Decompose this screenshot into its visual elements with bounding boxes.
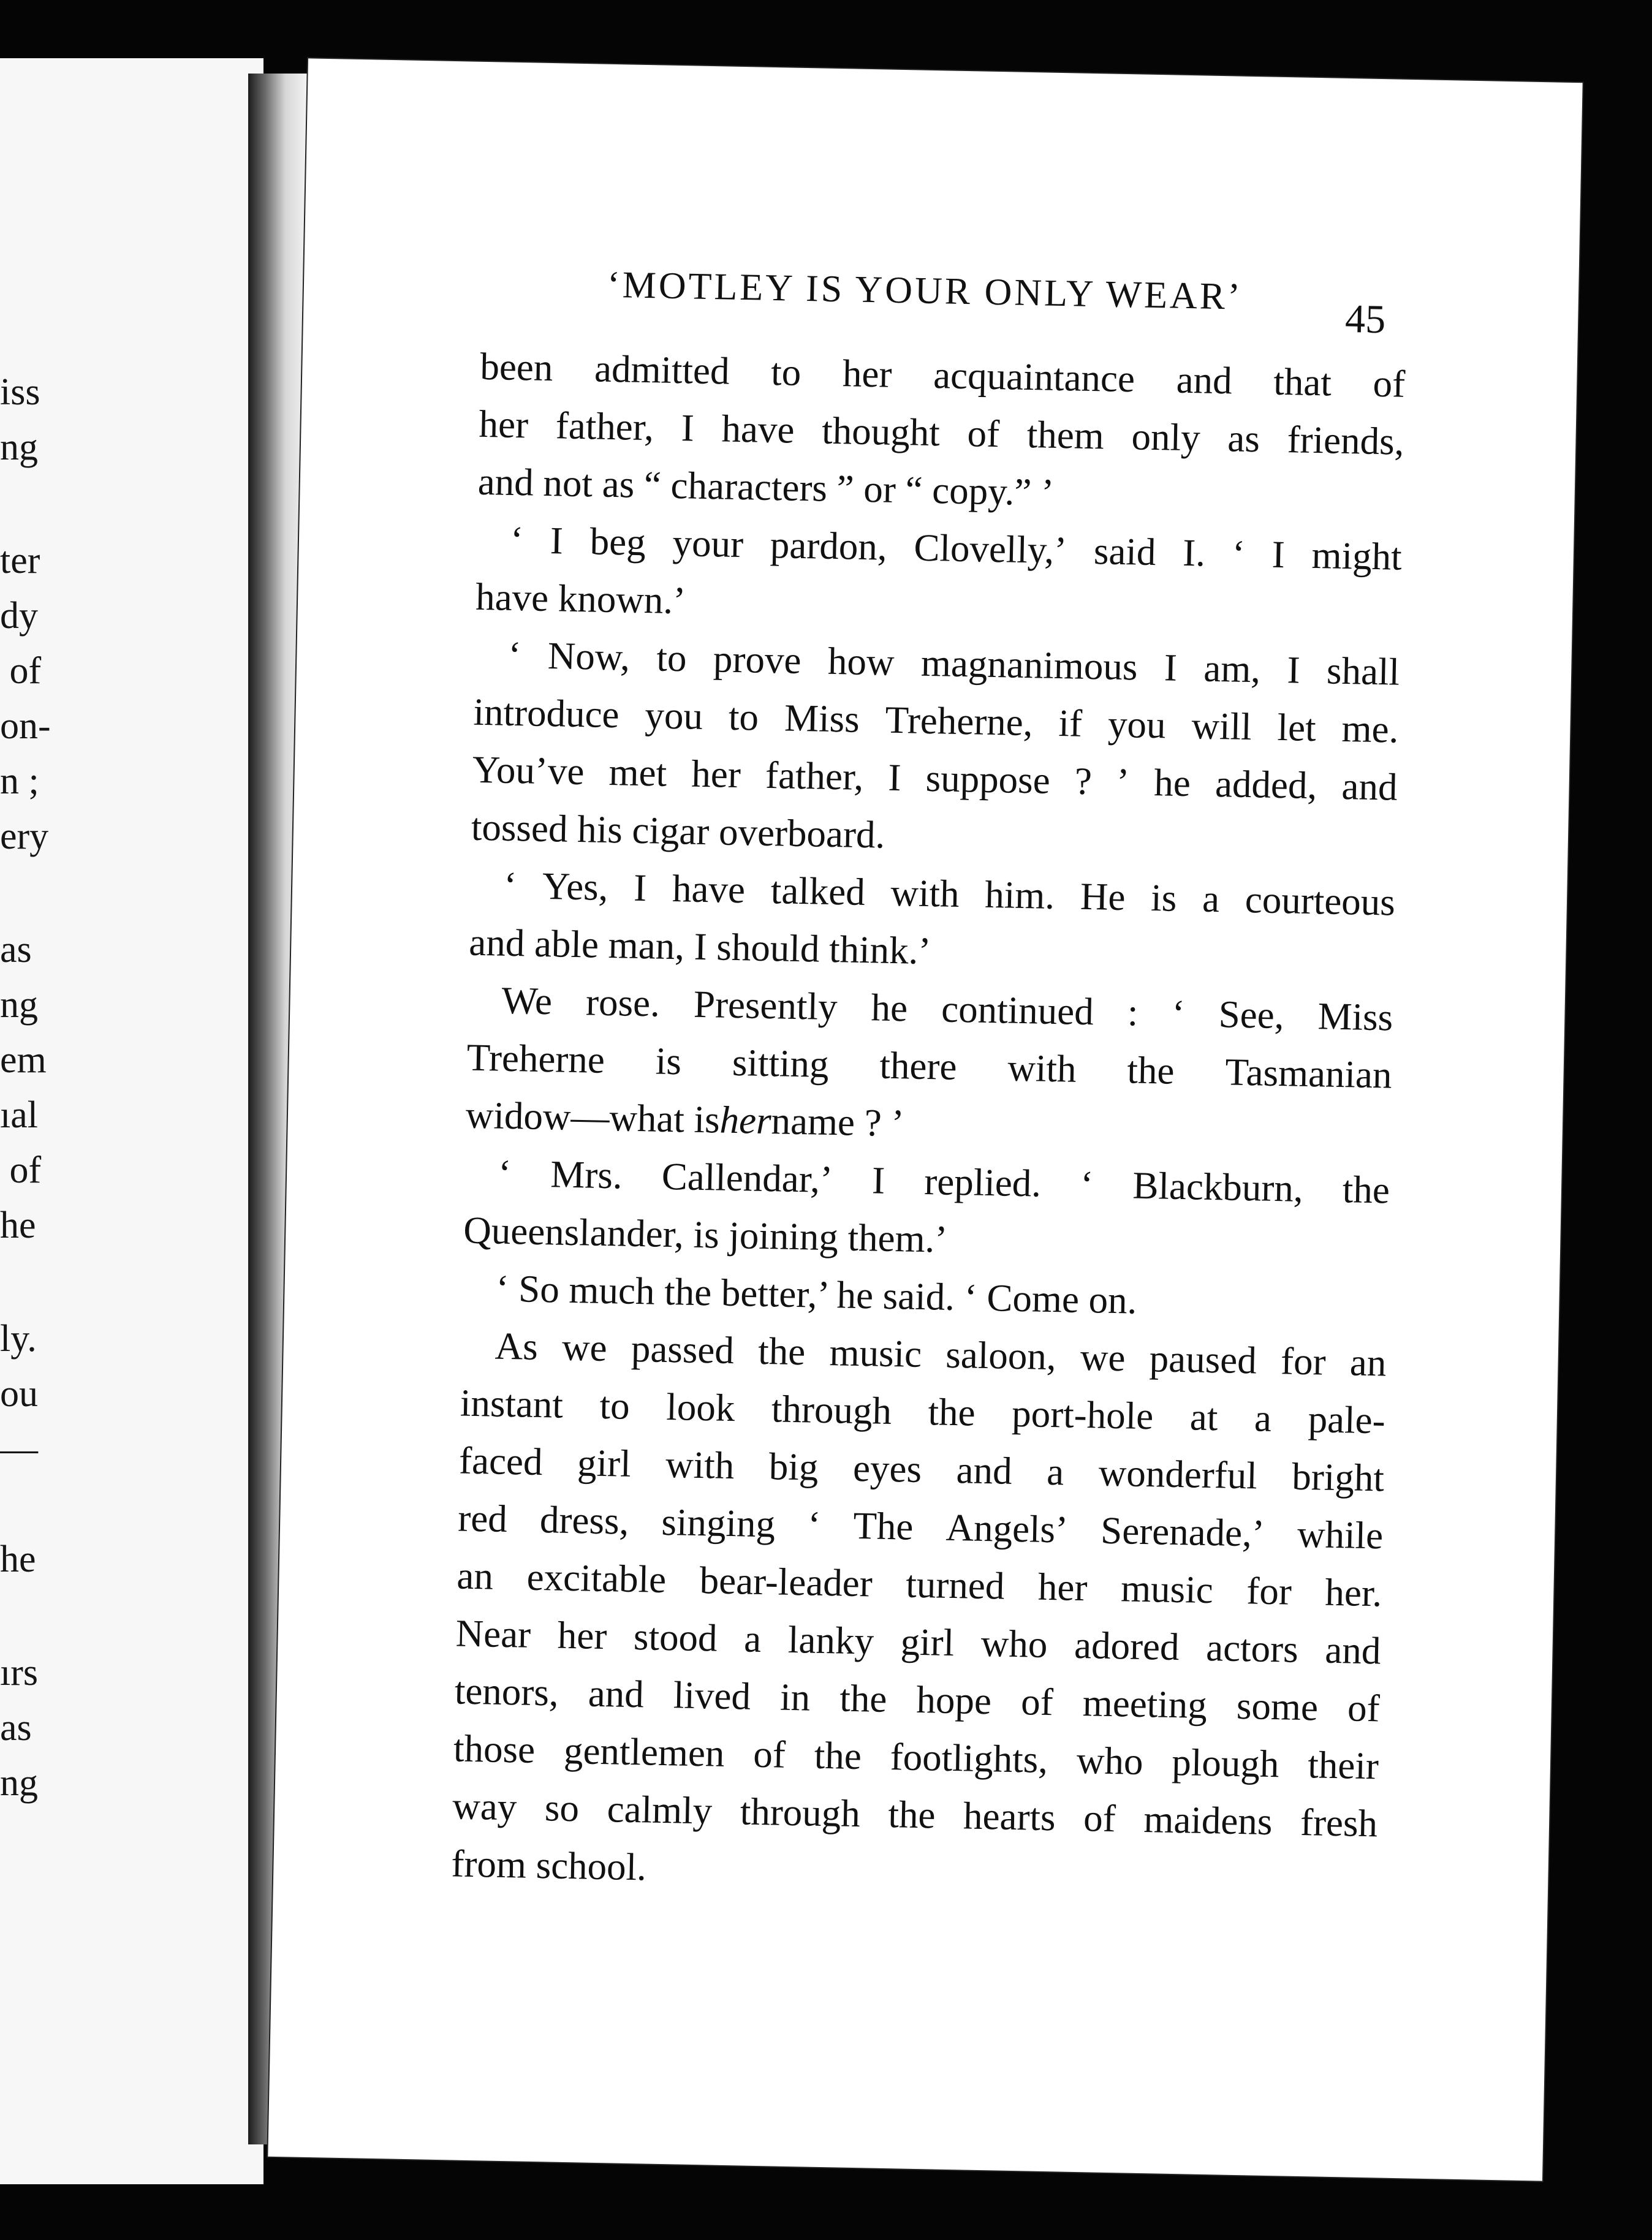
text-line: and not as “ characters ” or “ copy.” ’ [477,460,1055,514]
left-page-fragment: ıal [0,1094,38,1136]
left-facing-page [0,58,263,2184]
text-line: red dress, singing ‘ The Angels’ Serenade,’ while [457,1496,1384,1557]
left-page-fragment: of [0,1149,42,1191]
text-line: her father, I have thought of them only as friends, [478,402,1405,463]
text-line: way so calmly through the hearts of maidens fresh [452,1784,1378,1845]
running-head: ‘MOTLEY IS YOUR ONLY WEAR’ [607,263,1243,318]
left-page-fragment: — [0,1428,38,1470]
left-page-fragment: iss [0,371,40,413]
text-line: instant to look through the port-hole at a pale- [460,1381,1386,1442]
text-line: faced girl with big eyes and a wonderful bright [458,1439,1385,1500]
right-page [268,58,1582,2181]
text-line: introduce you to Miss Treherne, if you will let me. [472,690,1400,751]
left-page-fragment: ou [0,1373,38,1415]
page-number: 45 [1344,296,1386,342]
left-page-fragment: as [0,1707,32,1749]
left-page-fragment: n ; [0,760,39,802]
text-line: those gentlemen of the footlights, who plough their [453,1727,1379,1788]
text-line: You’ve met her father, I suppose ? ’ he added, and [472,747,1398,809]
left-page-fragment: ng [0,426,38,468]
left-page-fragment: ery [0,815,49,857]
text-line: an excitable bear-leader turned her music for her. [456,1554,1382,1615]
text-line: As we passed the music saloon, we paused for an [494,1324,1387,1385]
left-page-fragment: ly. [0,1318,37,1360]
left-page-fragment: dy [0,595,38,637]
text-line: We rose. Presently he continued : ‘ See, Miss [501,978,1393,1039]
text-line: ‘ I beg your pardon, Clovelly,’ said I. ‘ I might [510,518,1403,578]
text-line: ‘ Now, to prove how magnanimous I am, I shall [507,633,1400,694]
text-line: Treherne is sitting there with the Tasmanian [466,1035,1393,1097]
left-page-fragment: on- [0,705,51,747]
text-line: Queenslander, is joining them.’ [463,1208,948,1261]
text-line: been admitted to her acquaintance and that of [479,344,1406,406]
text-line: tenors, and lived in the hope of meeting some of [454,1669,1381,1730]
left-page-fragment: of [0,650,42,692]
text-line: ‘ Yes, I have talked with him. He is a courteous [503,863,1396,924]
body-text [451,338,1406,1910]
left-page-fragment: ırs [0,1652,38,1693]
left-page-fragment: em [0,1039,47,1081]
text-line: from school. [450,1842,647,1889]
left-page-fragment: ng [0,1762,38,1804]
text-line: ‘ Mrs. Callendar,’ I replied. ‘ Blackburn, the [498,1151,1390,1212]
text-line: tossed his cigar overboard. [471,805,885,857]
text-line: have known.’ [475,575,686,622]
left-page-fragment: ter [0,540,40,581]
left-page-fragment: he [0,1205,36,1246]
text-line: Near her stood a lanky girl who adored actors and [455,1611,1382,1673]
text-line: widow—what is her name ? ’ [465,1093,905,1145]
text-line: and able man, I should think.’ [468,920,932,973]
left-page-fragment: he [0,1538,36,1580]
text-line: ‘ So much the better,’ he said. ‘ Come on. [495,1266,1138,1322]
left-page-fragment: ng [0,984,38,1026]
left-page-fragment: as [0,929,32,971]
